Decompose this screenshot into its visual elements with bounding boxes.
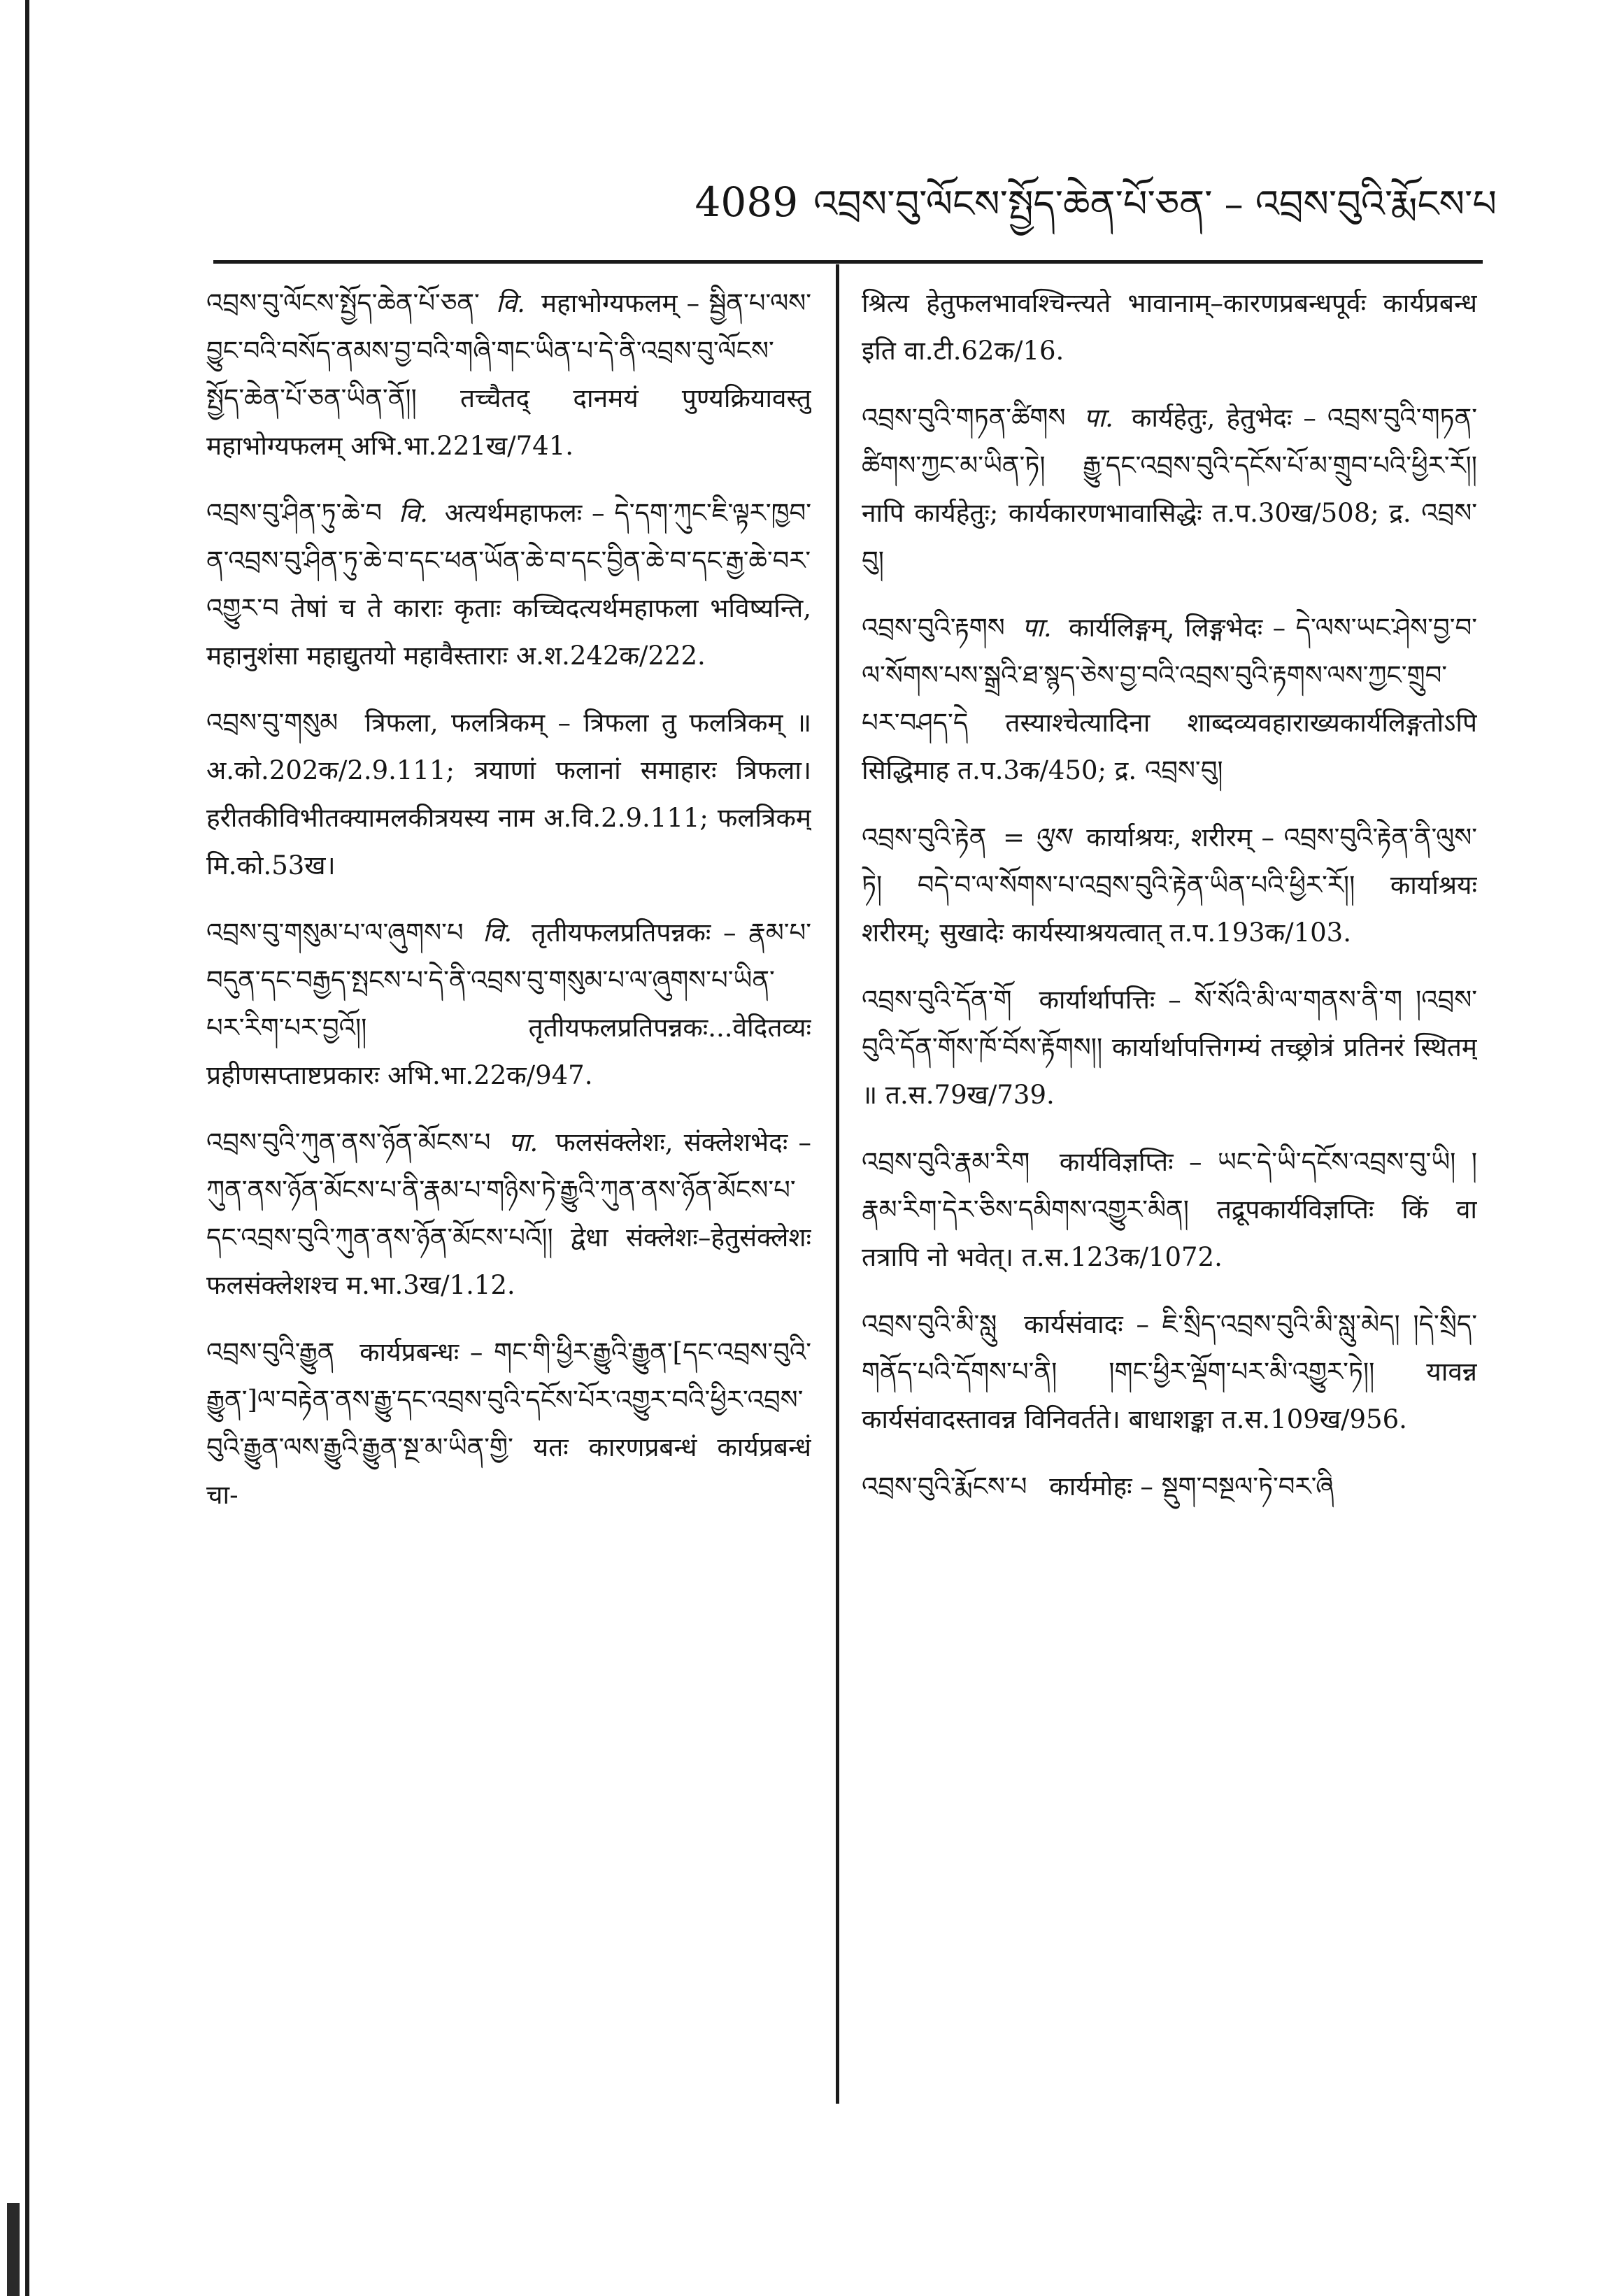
entry-body: कार्यलिङ्गम्, लिङ्गभेदः – དེ་ལས་ཡང་ཤེས་བྱ་བ་ལ་སོགས་པས་སྒྲའི་ཐ་སྙད་ཅེས་བྱ་བའི་འབྲས་བུའི་རྟགས་ལས་ཀྱང་གྲུབ་པར་བཤད་དེ तस्याश्चेत्यादिना शाब्दव्यवहाराख्यकार्यलिङ्गतोऽपि सिद्धिमाह त.प.3क/450; द्र. འབྲས་བུ། bbox=[862, 613, 1477, 785]
dictionary-entry bbox=[862, 394, 1477, 585]
entry-headword: འབྲས་བུའི་རྟགས bbox=[862, 613, 1005, 643]
entry-headword: འབྲས་བུ་གསུམ་པ་ལ་ཞུགས་པ bbox=[206, 918, 464, 948]
entry-headword: འབྲས་བུའི་ཀུན་ནས་ཉོན་མོངས་པ bbox=[206, 1127, 491, 1157]
entry-headword: འབྲས་བུ་ལོངས་སྤྱོད་ཆེན་པོ་ཅན་ bbox=[206, 288, 480, 318]
entry-headword: འབྲས་བུའི་རྟེན bbox=[862, 822, 987, 853]
entry-headword: འབྲས་བུའི་གཏན་ཚིགས bbox=[862, 403, 1066, 433]
page-number: 4089 bbox=[695, 178, 799, 227]
entry-body: कार्यार्थापत्तिः – སོ་སོའི་མི་ལ་གནས་ནི་ག །འབྲས་བུའི་དོན་གོས་ཁོ་བོས་རྟོགས།། कार्यार्थापत्तिगम्यं तच्छ्रोत्रं प्रतिनरं स्थितम् ॥ त.स.79ख/739. bbox=[862, 985, 1477, 1110]
entry-body: कार्यसंवादः – ཇི་སྲིད་འབྲས་བུའི་མི་སླུ་མེད། །དེ་སྲིད་གནོད་པའི་དོགས་པ་ནི། །གང་ཕྱིར་ལྡོག་པར་མི་འགྱུར་ཏེ།། यावन्न कार्यसंवादस्तावन्न विनिवर्तते। बाधाशङ्का त.स.109ख/956. bbox=[862, 1309, 1477, 1434]
entry-body: कार्यमोहः – སྡུག་བསྔལ་ཏེ་བར་ཞི bbox=[1049, 1471, 1334, 1502]
entry-pos: वि. bbox=[495, 288, 525, 318]
page-header bbox=[210, 150, 1497, 227]
entry-pos: पा. bbox=[1083, 403, 1113, 433]
entry-body: कार्याश्रयः, शरीरम् – འབྲས་བུའི་རྟེན་ནི་ལུས་ཏེ། བདེ་བ་ལ་སོགས་པ་འབྲས་བུའི་རྟེན་ཡིན་པའི་ཕྱིར་རོ།། कार्याश्रयः शरीरम्; सुखादेः कार्यस्याश्रयत्वात् त.प.193क/103. bbox=[862, 822, 1477, 948]
entry-body: कार्यप्रबन्धः – གང་གི་ཕྱིར་རྒྱུའི་རྒྱུན་[དང་འབྲས་བུའི་རྒྱུན་]ལ་བརྟེན་ནས་རྒྱུ་དང་འབྲས་བུའི་དངོས་པོར་འགྱུར་བའི་ཕྱིར་འབྲས་བུའི་རྒྱུན་ལས་རྒྱུའི་རྒྱུན་སྔ་མ་ཡིན་གྱི་ यतः कारणप्रबन्धं कार्यप्रबन्धं चा- bbox=[206, 1337, 811, 1510]
header-rule bbox=[213, 260, 1483, 264]
dictionary-entry bbox=[862, 814, 1477, 957]
entry-headword: འབྲས་བུ་གསུམ bbox=[206, 708, 339, 738]
dictionary-entry bbox=[206, 490, 811, 680]
entry-body: महाभोग्यफलम् – སྦྱིན་པ་ལས་བྱུང་བའི་བསོད་ནམས་བྱ་བའི་གཞི་གང་ཡིན་པ་དེ་ནི་འབྲས་བུ་ལོངས་སྤྱོད་ཆེན་པོ་ཅན་ཡིན་ནོ།། तच्चैतद् दानमयं पुण्यक्रियावस्तु महाभोग्यफलम् अभि.भा.221ख/741. bbox=[206, 288, 811, 461]
dictionary-entry bbox=[206, 909, 811, 1099]
entry-headword: འབྲས་བུའི་རྣམ་རིག bbox=[862, 1147, 1030, 1177]
entry-body: अत्यर्थमहाफलः – དེ་དག་ཀུང་ཇི་ལྟར་ཁྱབ་ན་འབྲས་བུ་ཤིན་ཏུ་ཆེ་བ་དང་ཕན་ཡོན་ཆེ་བ་དང་བྱིན་ཆེ་བ་དང་རྒྱ་ཆེ་བར་འགྱུར་བ तेषां च ते काराः कृताः कच्चिदत्यर्थमहाफला भविष्यन्ति, महानुशंसा महाद्युतयो महावैस्ताराः अ.श.242क/222. bbox=[206, 498, 811, 671]
dictionary-entry bbox=[206, 1329, 811, 1519]
entry-body: तृतीयफलप्रतिपन्नकः – རྣམ་པ་བདུན་དང་བརྒྱད་སྤངས་པ་དེ་ནི་འབྲས་བུ་གསུམ་པ་ལ་ཞུགས་པ་ཡིན་པར་རིག་པར་བྱའོ།། तृतीयफलप्रतिपन्नकः...वेदितव्यः प्रहीणसप्ताष्टप्रकारः अभि.भा.22क/947. bbox=[206, 918, 811, 1090]
entry-headword: འབྲས་བུའི་རྒྱུན bbox=[206, 1337, 335, 1367]
dictionary-entry bbox=[206, 1119, 811, 1309]
entry-pos: पा. bbox=[508, 1127, 539, 1157]
entry-pos: पा. bbox=[1022, 613, 1052, 643]
dictionary-entry bbox=[862, 1463, 1477, 1511]
entry-headword: འབྲས་བུ་ཤིན་ཏུ་ཆེ་བ bbox=[206, 498, 383, 528]
scan-binding-edge bbox=[25, 0, 29, 2296]
entry-headword: འབྲས་བུའི་དོན་གོ bbox=[862, 985, 1012, 1015]
entry-continuation: श्रित्य हेतुफलभावश्चिन्त्यते भावानाम्–कारणप्रबन्धपूर्वः कार्यप्रबन्ध इति वा.टी.62क/16. bbox=[862, 288, 1477, 366]
entry-body: कार्यहेतुः, हेतुभेदः – འབྲས་བུའི་གཏན་ཚིགས་ཀྱང་མ་ཡིན་ཏེ། རྒྱུ་དང་འབྲས་བུའི་དངོས་པོ་མ་གྲུབ་པའི་ཕྱིར་རོ།། नापि कार्यहेतुः; कार्यकारणभावासिद्धेः त.प.30ख/508; द्र. འབྲས་བུ། bbox=[862, 403, 1477, 576]
dictionary-entry bbox=[862, 1139, 1477, 1281]
entry-body: त्रिफला, फलत्रिकम् – त्रिफला तु फलत्रिकम् ॥ अ.को.202क/2.9.111; त्रयाणां फलानां समाहारः त्रिफला। हरीतकीविभीतक्यामलकीत्रयस्य नाम अ.वि.2.9.111; फलत्रिकम् मि.को.53ख। bbox=[206, 708, 811, 880]
header-entry-range: འབྲས་བུ་ལོངས་སྤྱོད་ཆེན་པོ་ཅན་ – འབྲས་བུའི་རྨོངས་པ bbox=[813, 182, 1497, 227]
entry-headword: འབྲས་བུའི་མི་སླུ bbox=[862, 1309, 997, 1339]
entry-headword: འབྲས་བུའི་རྨོངས་པ bbox=[862, 1471, 1027, 1502]
entry-pos: = ལུས bbox=[1003, 822, 1070, 853]
dictionary-entry bbox=[206, 699, 811, 890]
dictionary-entry bbox=[206, 280, 811, 470]
column-divider bbox=[836, 264, 839, 2104]
entry-pos: वि. bbox=[398, 498, 428, 528]
entry-pos: वि. bbox=[483, 918, 513, 948]
scan-binding-edge-bottom bbox=[7, 2203, 20, 2296]
left-column bbox=[206, 280, 811, 2280]
dictionary-entry bbox=[862, 976, 1477, 1119]
entry-body: कार्यविज्ञप्तिः – ཡང་དེ་ཡི་དངོས་འབྲས་བུ་ཡི། །རྣམ་རིག་དེར་ཅིས་དམིགས་འགྱུར་མིན། तद्रूपकार्यविज्ञप्तिः किं वा तत्रापि नो भवेत्। त.स.123क/1072. bbox=[862, 1147, 1477, 1272]
right-column bbox=[862, 280, 1477, 2280]
dictionary-entry bbox=[862, 604, 1477, 794]
dictionary-entry bbox=[862, 1301, 1477, 1443]
entry-body: फलसंक्लेशः, संक्लेशभेदः – ཀུན་ནས་ཉོན་མོངས་པ་ནི་རྣམ་པ་གཉིས་ཏེ་རྒྱུའི་ཀུན་ནས་ཉོན་མོངས་པ་དང་འབྲས་བུའི་ཀུན་ནས་ཉོན་མོངས་པའོ།། द्वेधा संक्लेशः–हेतुसंक्लेशः फलसंक्लेशश्च म.भा.3ख/1.12. bbox=[206, 1127, 811, 1300]
